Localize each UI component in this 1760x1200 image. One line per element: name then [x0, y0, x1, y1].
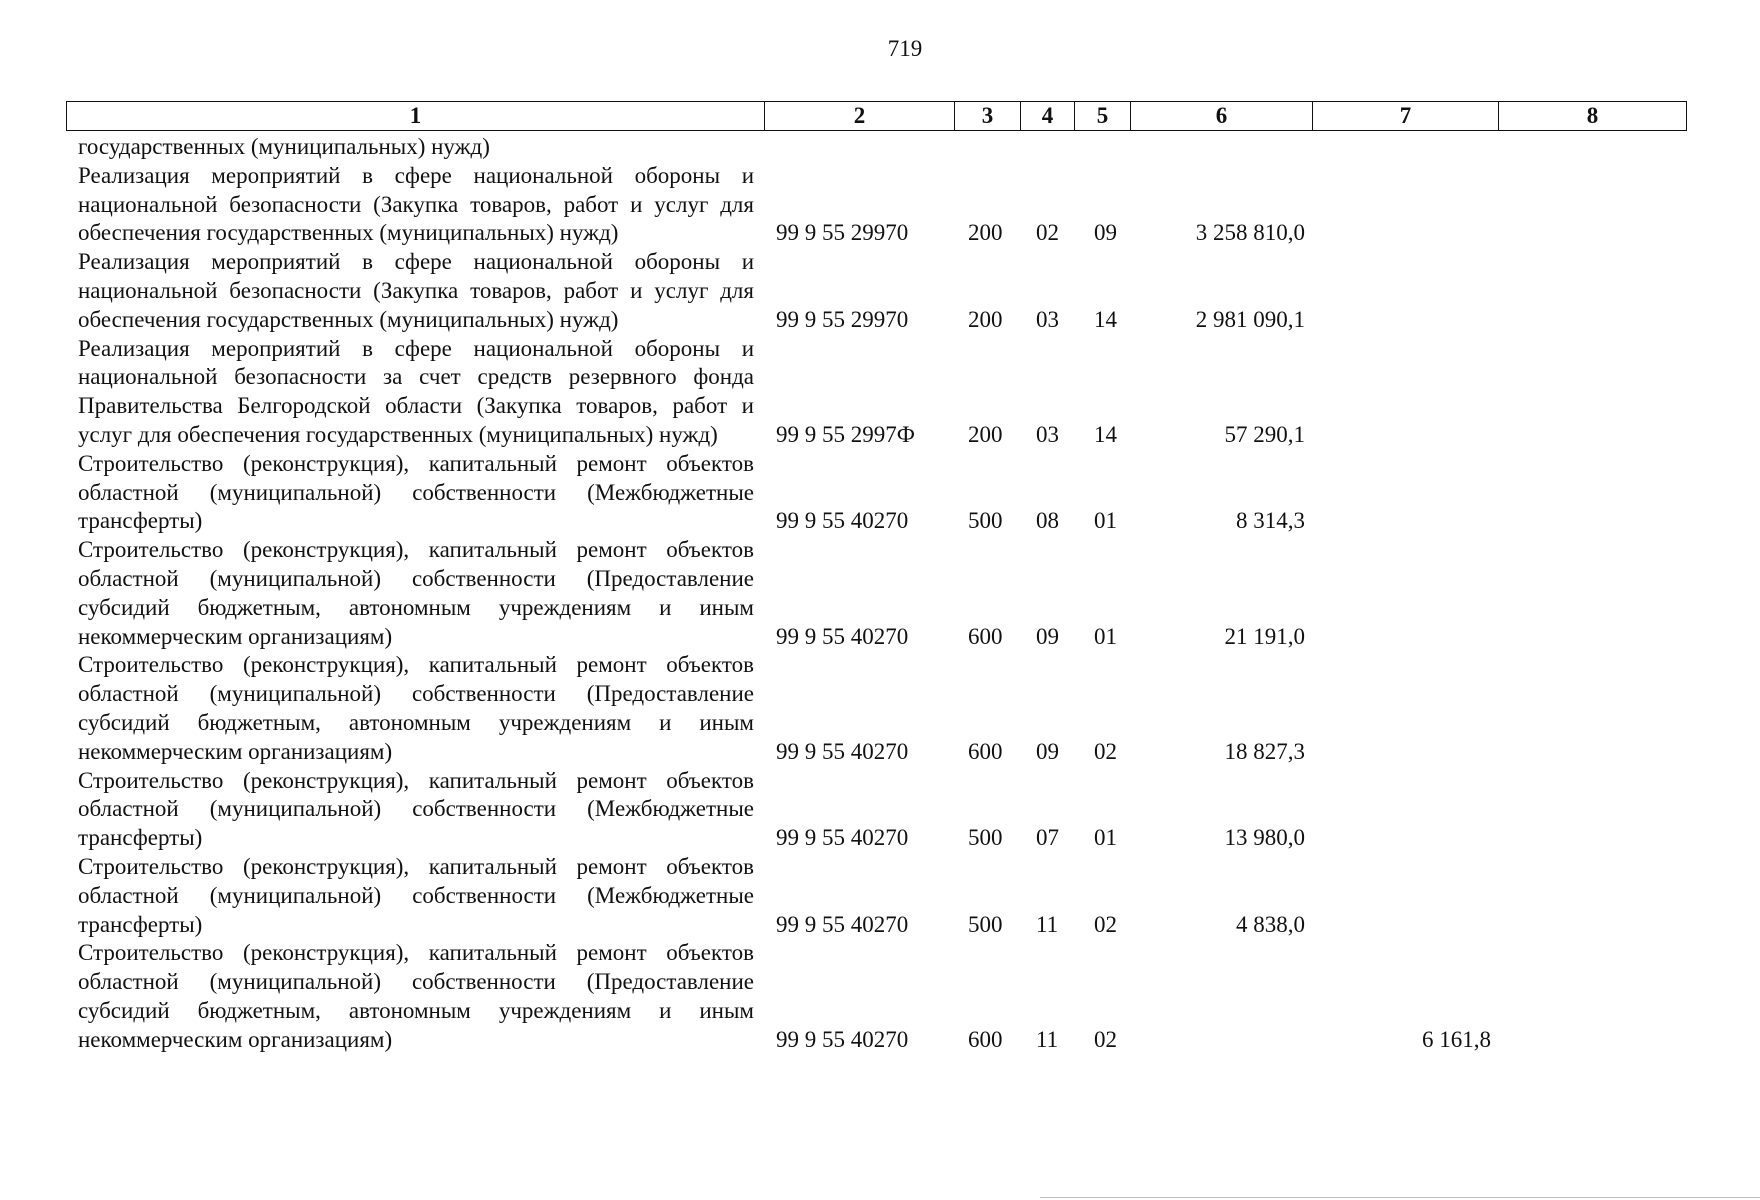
row-budget-code: 99 9 55 40270	[776, 825, 909, 851]
column-header-3: 3	[955, 102, 1021, 131]
row-subsection: 01	[1094, 825, 1117, 851]
row-section: 11	[1036, 911, 1059, 937]
column-header-5: 5	[1075, 102, 1131, 131]
table-row	[0, 536, 1760, 651]
table-row	[0, 450, 1760, 536]
row-expense-type: 600	[968, 738, 1003, 764]
row-section: 08	[1036, 508, 1059, 534]
row-budget-code: 99 9 55 40270	[776, 1026, 909, 1052]
table-row	[0, 939, 1760, 1054]
row-budget-code: 99 9 55 40270	[776, 738, 909, 764]
row-subsection: 14	[1094, 306, 1117, 332]
row-budget-code: 99 9 55 2997Ф	[776, 421, 915, 447]
row-amount-col6: 57 290,1	[1224, 421, 1305, 447]
column-header-table	[66, 101, 1687, 131]
row-amount-col6: 13 980,0	[1224, 825, 1305, 851]
table-body	[0, 133, 1760, 1055]
row-amount-col6: 4 838,0	[1236, 911, 1305, 937]
row-subsection: 09	[1094, 220, 1117, 246]
table-row	[0, 767, 1760, 853]
row-subsection: 14	[1094, 421, 1117, 447]
row-subsection: 01	[1094, 623, 1117, 649]
table-row	[0, 335, 1760, 450]
row-section: 02	[1036, 220, 1059, 246]
row-section: 09	[1036, 623, 1059, 649]
row-amount-col7: 6 161,8	[1422, 1026, 1491, 1052]
row-description: Строительство (реконструкция), капитальный ремонт объектов областной (муниципальной) собственности (Межбюджетные трансферты)	[78, 767, 754, 851]
table-row	[0, 248, 1760, 334]
row-expense-type: 600	[968, 623, 1003, 649]
carryover-row	[0, 133, 1760, 162]
row-subsection: 02	[1094, 1026, 1117, 1052]
table-row	[0, 853, 1760, 939]
row-expense-type: 600	[968, 1026, 1003, 1052]
row-description: Строительство (реконструкция), капитальный ремонт объектов областной (муниципальной) собственности (Предоставление субсидий бюджетным, автономным учреждениям и иным некоммерческим организациям)	[78, 537, 754, 649]
row-description: Строительство (реконструкция), капитальный ремонт объектов областной (муниципальной) собственности (Предоставление субсидий бюджетным, автономным учреждениям и иным некоммерческим организациям)	[78, 652, 754, 764]
table-row	[0, 651, 1760, 766]
row-amount-col6: 3 258 810,0	[1195, 220, 1305, 246]
row-section: 09	[1036, 738, 1059, 764]
column-header-row	[67, 102, 1687, 131]
row-section: 07	[1036, 825, 1059, 851]
row-subsection: 02	[1094, 738, 1117, 764]
row-budget-code: 99 9 55 40270	[776, 911, 909, 937]
page-number: 719	[887, 36, 923, 61]
row-expense-type: 200	[968, 220, 1003, 246]
column-header-8: 8	[1499, 102, 1687, 131]
column-header-2: 2	[765, 102, 955, 131]
row-expense-type: 500	[968, 825, 1003, 851]
row-expense-type: 200	[968, 306, 1003, 332]
row-expense-type: 500	[968, 911, 1003, 937]
row-section: 03	[1036, 421, 1059, 447]
row-description: Реализация мероприятий в сфере национальной обороны и национальной безопасности за счет средств резервного фонда Правительства Белгородской области (Закупка товаров, работ и услуг для обеспечения государственных (муниципальных) нужд)	[78, 335, 754, 447]
row-amount-col6: 8 314,3	[1236, 508, 1305, 534]
row-description: Строительство (реконструкция), капитальный ремонт объектов областной (муниципальной) собственности (Межбюджетные трансферты)	[78, 853, 754, 937]
row-description: Строительство (реконструкция), капитальный ремонт объектов областной (муниципальной) собственности (Предоставление субсидий бюджетным, автономным учреждениям и иным некоммерческим организациям)	[78, 940, 754, 1052]
column-header-1: 1	[67, 102, 765, 131]
row-subsection: 02	[1094, 911, 1117, 937]
table-row	[0, 162, 1760, 248]
row-subsection: 01	[1094, 508, 1117, 534]
row-budget-code: 99 9 55 40270	[776, 623, 909, 649]
row-budget-code: 99 9 55 29970	[776, 220, 909, 246]
carryover-text: государственных (муниципальных) нужд)	[78, 134, 490, 159]
row-budget-code: 99 9 55 40270	[776, 508, 909, 534]
column-header-7: 7	[1313, 102, 1499, 131]
row-description: Реализация мероприятий в сфере национальной обороны и национальной безопасности (Закупка товаров, работ и услуг для обеспечения государственных (муниципальных) нужд)	[78, 162, 754, 246]
column-header-4: 4	[1021, 102, 1075, 131]
row-description: Строительство (реконструкция), капитальный ремонт объектов областной (муниципальной) собственности (Межбюджетные трансферты)	[78, 450, 754, 534]
row-expense-type: 200	[968, 421, 1003, 447]
row-amount-col6: 18 827,3	[1224, 738, 1305, 764]
row-budget-code: 99 9 55 29970	[776, 306, 909, 332]
scan-artifact-line	[1040, 1197, 1760, 1198]
column-header-6: 6	[1131, 102, 1313, 131]
row-amount-col6: 21 191,0	[1224, 623, 1305, 649]
row-description: Реализация мероприятий в сфере национальной обороны и национальной безопасности (Закупка товаров, работ и услуг для обеспечения государственных (муниципальных) нужд)	[78, 249, 754, 332]
row-section: 03	[1036, 306, 1059, 332]
row-section: 11	[1036, 1026, 1059, 1052]
row-expense-type: 500	[968, 508, 1003, 534]
row-amount-col6: 2 981 090,1	[1195, 306, 1305, 332]
